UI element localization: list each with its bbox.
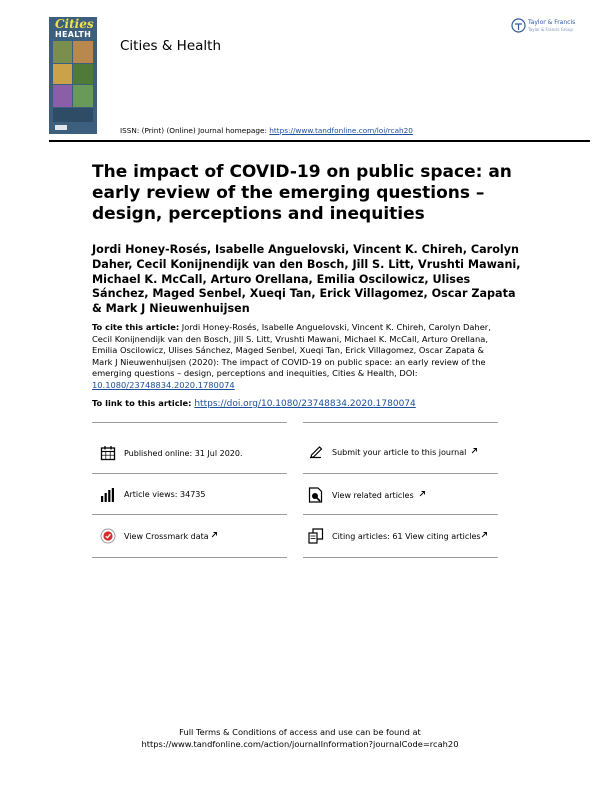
info-divider (303, 473, 498, 474)
info-divider (92, 422, 287, 423)
article-link-line (92, 398, 416, 409)
citation-block (92, 322, 507, 391)
journal-homepage-link[interactable]: https://www.tandfonline.com/loi/rcah20 (269, 126, 413, 135)
article-views: Article views: 34735 (124, 490, 206, 499)
info-divider (303, 557, 498, 558)
crossmark-link[interactable] (99, 527, 289, 545)
info-divider (92, 473, 287, 474)
journal-title: Cities & Health (120, 38, 221, 54)
issn-label: ISSN: (Print) (Online) Journal homepage: (120, 126, 270, 135)
footer-terms-url[interactable]: https://www.tandfonline.com/action/journalInformation?journalCode=rcah20 (141, 739, 459, 749)
citation-text: Jordi Honey-Rosés, Isabelle Anguelovski, Vincent K. Chireh, Carolyn Daher, Cecil Konijnendijk van den Bosch, Jill S. Litt, Vrushti Mawani, Michael K. McCall, Arturo Orellana, Emilia Oscilowicz, Ulises Sánchez, Maged Senbel, Xueqi Tan, Erick Villagomez, Oscar Zapata & Mark J Nieuwenhuijsen (2020): The impact of COVID-19 on public space: an early review of the emerging questions – design, perceptions and inequities, Cities & Health, DOI: (92, 322, 491, 378)
submit-article-label: Submit your article to this journal (332, 448, 467, 457)
article-title: The impact of COVID-19 on public space: an early review of the emerging questions – design, perceptions and inequities (92, 162, 512, 224)
footer-terms-line: Full Terms & Conditions of access and use can be found at (179, 727, 421, 737)
citation-doi-link[interactable]: 10.1080/23748834.2020.1780074 (92, 379, 235, 390)
publisher-tagline: Taylor & Francis Group (528, 27, 573, 32)
header-divider (49, 140, 590, 142)
published-online-date: Published online: 31 Jul 2020. (124, 449, 243, 458)
citation-label: To cite this article: (92, 322, 180, 332)
submit-article-link[interactable] (308, 443, 498, 461)
bar-chart-icon (100, 487, 116, 503)
publisher-name: Taylor & Francis (528, 19, 576, 26)
related-articles-link[interactable] (308, 486, 498, 504)
edit-pencil-icon (308, 444, 324, 460)
external-link-icon (210, 531, 218, 539)
article-link-label: To link to this article: (92, 398, 195, 408)
publisher-logo (511, 17, 589, 37)
external-link-icon (470, 447, 478, 455)
citing-articles-icon (308, 528, 324, 544)
calendar-icon (100, 445, 116, 461)
issn-line (120, 126, 413, 135)
article-doi-link[interactable]: https://doi.org/10.1080/23748834.2020.1780074 (194, 399, 416, 409)
info-divider (303, 422, 498, 423)
external-link-icon (418, 490, 426, 498)
cover-title-health: HEALTH (55, 30, 92, 39)
crossmark-label: View Crossmark data (124, 532, 209, 541)
article-authors: Jordi Honey-Rosés, Isabelle Anguelovski, Vincent K. Chireh, Carolyn Daher, Cecil Konijnendijk van den Bosch, Jill S. Litt, Vrushti Mawani, Michael K. McCall, Arturo Orellana, Emilia Oscilowicz, Ulises Sánchez, Maged Senbel, Xueqi Tan, Erick Villagomez, Oscar Zapata & Mark J Nieuwenhuijsen (92, 243, 521, 316)
related-search-icon (308, 487, 324, 503)
cover-title-cities: Cities (55, 17, 94, 31)
related-articles-label: View related articles (332, 491, 414, 500)
publisher-logo-icon (511, 18, 526, 33)
info-divider (92, 514, 287, 515)
external-link-icon (480, 531, 488, 539)
info-divider (92, 557, 287, 558)
journal-cover-image (49, 17, 97, 134)
info-divider (303, 514, 498, 515)
citing-articles-label: Citing articles: 61 View citing articles (332, 532, 481, 541)
citing-articles-link[interactable] (308, 527, 498, 545)
crossmark-icon (100, 528, 116, 544)
